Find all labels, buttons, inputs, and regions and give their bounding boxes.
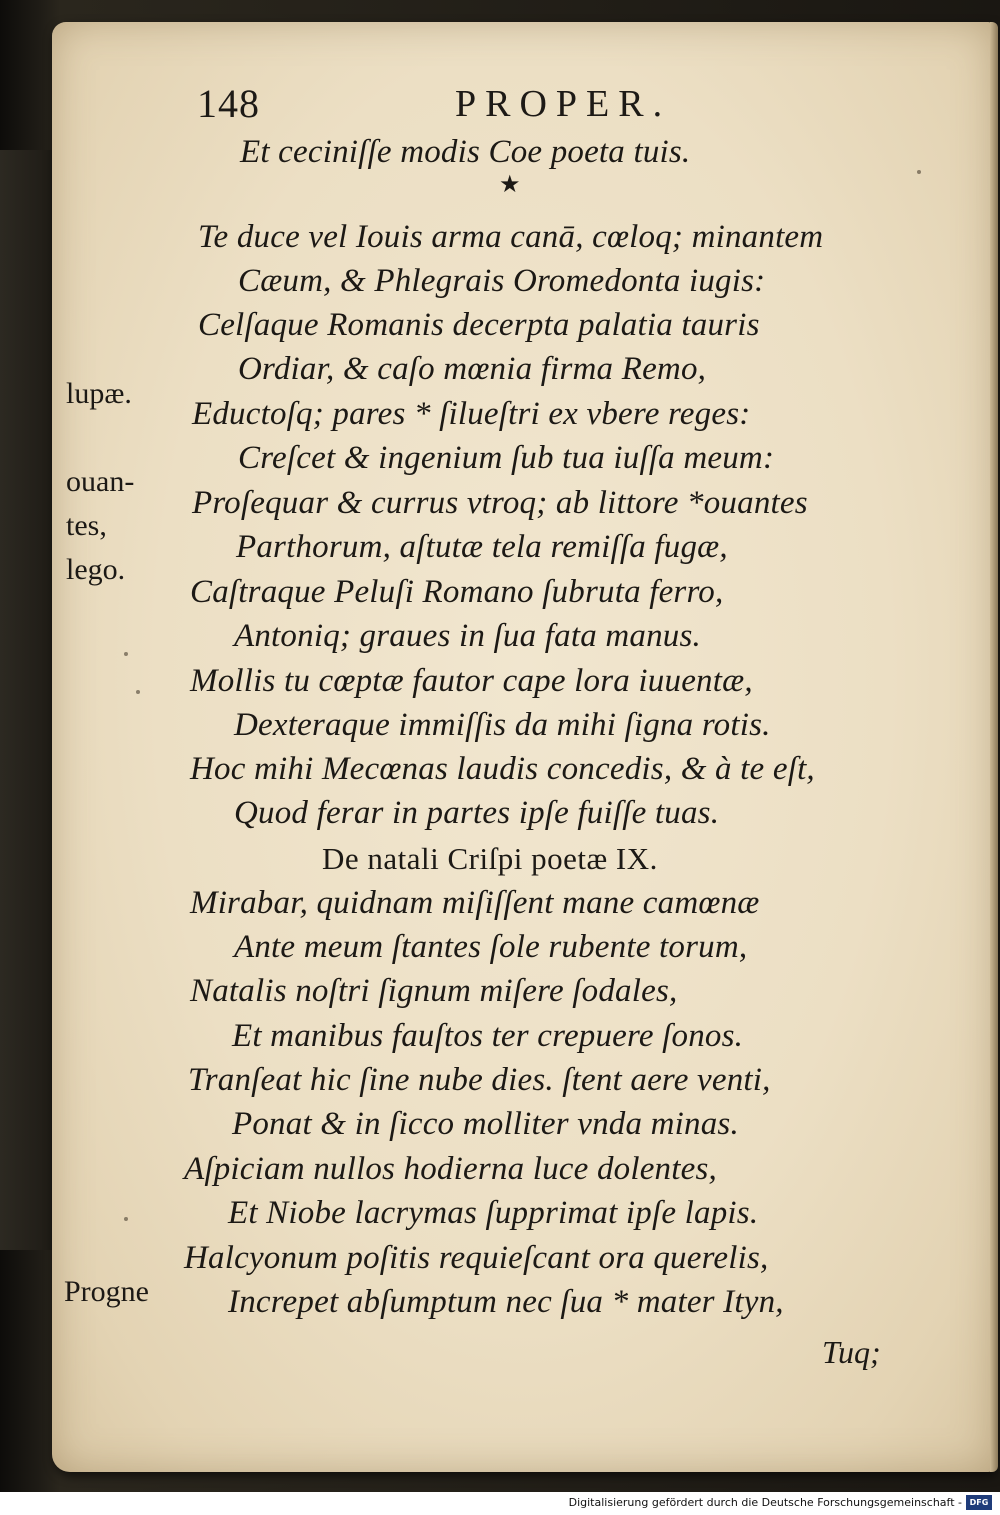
- page-number: 148: [197, 81, 260, 126]
- facing-page-edge: [0, 150, 52, 1250]
- running-head: PROPER.: [455, 83, 672, 125]
- paper-speck: [124, 1217, 128, 1221]
- paper-speck: [124, 652, 128, 656]
- verse-line: Ante meum ſtantes ſole rubente torum,: [234, 929, 748, 965]
- verse-line: Mirabar, quidnam miſiſſent mane camœnæ: [190, 885, 760, 921]
- verse-line: Eductoſq; pares * ſilueſtri ex vbere reges:: [192, 396, 751, 432]
- verse-line: Et ceciniſſe modis Coe poeta tuis.: [240, 134, 691, 170]
- verse-line: Aſpiciam nullos hodierna luce dolentes,: [184, 1151, 717, 1187]
- poem-text: [52, 22, 994, 1472]
- verse-line: Celſaque Romanis decerpta palatia tauris: [198, 307, 760, 343]
- verse-line: Quod ferar in partes ipſe fuiſſe tuas.: [234, 795, 720, 831]
- verse-line: Et manibus fauſtos ter crepuere ſonos.: [232, 1018, 744, 1054]
- footer-bar: [0, 1492, 1000, 1515]
- marginal-gloss: Progne: [64, 1275, 149, 1308]
- verse-line: Caſtraque Peluſi Romano ſubruta ferro,: [190, 574, 724, 610]
- dfg-logo: DFG: [966, 1495, 992, 1510]
- verse-line: Mollis tu cœptæ fautor cape lora iuuentæ,: [190, 663, 753, 699]
- verse-line: Te duce vel Iouis arma canā, cœloq; minantem: [198, 219, 824, 255]
- funding-credit: Digitalisierung gefördert durch die Deutsche Forschungsgemeinschaft -: [568, 1496, 962, 1509]
- paper-speck: [917, 170, 921, 174]
- star-ornament-icon: ★: [499, 170, 521, 198]
- verse-line: Creſcet & ingenium ſub tua iuſſa meum:: [238, 440, 775, 476]
- verse-line: Proſequar & currus vtroq; ab littore *ouantes: [192, 485, 808, 521]
- verse-line: Natalis noſtri ſignum miſere ſodales,: [190, 973, 678, 1009]
- paper-speck: [136, 690, 140, 694]
- marginal-gloss: ouan- tes, lego.: [66, 465, 135, 586]
- verse-line: Ordiar, & caſo mœnia firma Remo,: [238, 351, 707, 387]
- verse-line: Parthorum, aſtutæ tela remiſſa fugæ,: [236, 529, 728, 565]
- verse-line: Tranſeat hic ſine nube dies. ſtent aere venti,: [188, 1062, 771, 1098]
- verse-line: Increpet abſumptum nec ſua * mater Ityn,: [228, 1284, 784, 1320]
- book-page: [52, 22, 994, 1472]
- marginal-gloss: lupæ.: [66, 377, 132, 410]
- verse-line: Antoniq; graues in ſua fata manus.: [234, 618, 701, 654]
- verse-line: Ponat & in ſicco molliter vnda minas.: [232, 1106, 739, 1142]
- verse-line: Et Niobe lacrymas ſupprimat ipſe lapis.: [228, 1195, 759, 1231]
- verse-line: Halcyonum poſitis requieſcant ora querelis,: [184, 1240, 769, 1276]
- verse-line: Dexteraque immiſſis da mihi ſigna rotis.: [234, 707, 771, 743]
- verse-line: Cæum, & Phlegrais Oromedonta iugis:: [238, 263, 766, 299]
- verse-line: Hoc mihi Mecœnas laudis concedis, & à te eſt,: [190, 751, 815, 787]
- poem-heading: De natali Criſpi poetæ IX.: [322, 841, 658, 876]
- catchword: Tuq;: [822, 1334, 881, 1370]
